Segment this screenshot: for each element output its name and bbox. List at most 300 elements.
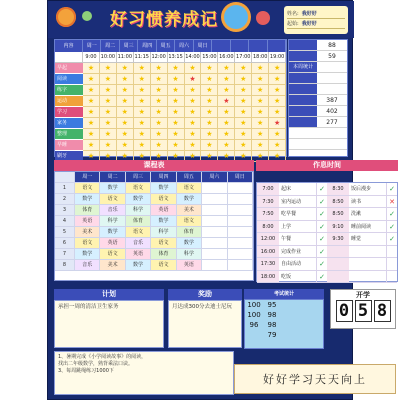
counter-digit[interactable]: 8 <box>374 300 391 322</box>
reward-box <box>168 300 242 348</box>
star-sticker-icon[interactable]: ★ <box>100 118 117 129</box>
habit-row <box>55 118 286 129</box>
check-mark-icon[interactable]: ✓ <box>319 247 325 256</box>
star-sticker-icon[interactable]: ★ <box>201 140 218 151</box>
stat-label <box>289 117 317 127</box>
score-value[interactable]: 100 <box>247 301 261 309</box>
planet-icon <box>224 5 248 29</box>
habit-label: 早睡 <box>55 140 83 151</box>
star-sticker-icon[interactable]: ★ <box>134 151 151 162</box>
time-cell: 19:00 <box>269 52 286 63</box>
course-cell[interactable]: 美术 <box>177 205 202 215</box>
score-value[interactable] <box>245 330 263 340</box>
star-sticker-icon[interactable]: ★ <box>83 96 100 107</box>
course-cell[interactable]: 语文 <box>151 194 176 204</box>
check-mark-icon[interactable]: ✓ <box>319 222 325 231</box>
stat-value <box>317 73 347 83</box>
star-sticker-icon[interactable]: ★ <box>151 140 168 151</box>
course-cell[interactable]: 美术 <box>100 260 125 270</box>
time-cell: 16:00 <box>218 52 235 63</box>
course-cell[interactable] <box>228 249 253 259</box>
course-cell[interactable] <box>202 249 227 259</box>
star-sticker-icon[interactable]: ★ <box>252 63 269 74</box>
star-sticker-icon[interactable]: ★ <box>168 96 185 107</box>
check-mark-icon[interactable]: ✓ <box>319 185 325 193</box>
name-box: 姓名: 我好好 起始: 我好好 <box>284 6 348 34</box>
star-sticker-icon[interactable]: ★ <box>218 129 235 140</box>
check-mark-icon[interactable]: ✓ <box>319 260 325 268</box>
schedule-row <box>257 233 397 246</box>
star-sticker-icon[interactable]: ★ <box>252 96 269 107</box>
star-sticker-icon[interactable]: ★ <box>252 118 269 129</box>
star-sticker-icon[interactable]: ★ <box>235 140 252 151</box>
course-cell[interactable]: 科学 <box>151 227 176 237</box>
star-sticker-icon[interactable]: ★ <box>235 74 252 85</box>
course-cell[interactable] <box>228 260 253 270</box>
star-sticker-icon[interactable]: ★ <box>185 85 202 96</box>
schedule-time: 17:30 <box>257 258 279 270</box>
grid-head-cell: 周五 <box>157 40 175 52</box>
stat-row <box>289 95 347 106</box>
star-sticker-icon[interactable]: ★ <box>269 151 286 162</box>
star-sticker-icon[interactable]: ★ <box>134 96 151 107</box>
plan-box <box>54 300 164 348</box>
slogan: 好好学习天天向上 <box>234 364 396 394</box>
star-sticker-icon[interactable]: ★ <box>151 74 168 85</box>
check-mark-icon[interactable]: ✓ <box>389 185 395 193</box>
course-cell[interactable]: 语文 <box>100 249 125 259</box>
star-sticker-icon[interactable]: ★ <box>168 140 185 151</box>
star-sticker-icon[interactable]: ★ <box>151 96 168 107</box>
star-sticker-icon[interactable]: ★ <box>100 129 117 140</box>
grid-head-cell <box>231 40 249 52</box>
course-cell[interactable]: 语文 <box>151 238 176 248</box>
stat-row <box>289 84 347 95</box>
course-cell[interactable]: 音乐 <box>126 238 151 248</box>
course-table <box>54 171 254 281</box>
course-cell[interactable]: 8 <box>55 260 75 270</box>
schedule-time: 7:30 <box>257 196 279 208</box>
course-cell[interactable]: 体育 <box>75 205 100 215</box>
course-cell[interactable]: 7 <box>55 249 75 259</box>
star-sticker-icon[interactable]: ★ <box>252 107 269 118</box>
star-sticker-icon[interactable]: ★ <box>134 85 151 96</box>
star-sticker-icon[interactable]: ★ <box>252 151 269 162</box>
schedule-row <box>257 196 397 209</box>
star-sticker-icon[interactable]: ★ <box>185 96 202 107</box>
course-cell[interactable]: 语文 <box>177 216 202 226</box>
course-row <box>55 227 253 238</box>
check-mark-icon[interactable]: ✓ <box>389 222 395 231</box>
star-sticker-icon[interactable]: ★ <box>151 118 168 129</box>
habit-board <box>47 0 395 400</box>
star-sticker-icon[interactable]: ★ <box>201 74 218 85</box>
course-cell[interactable] <box>202 205 227 215</box>
star-sticker-icon[interactable]: ★ <box>185 63 202 74</box>
star-sticker-icon[interactable]: ★ <box>168 107 185 118</box>
star-sticker-icon[interactable]: ★ <box>252 74 269 85</box>
star-sticker-icon[interactable]: ★ <box>100 63 117 74</box>
check-mark-icon[interactable]: ✓ <box>389 210 395 218</box>
check-mark-icon[interactable] <box>387 258 397 270</box>
plan-title: 计划 <box>54 289 164 300</box>
planet-icon <box>56 7 76 27</box>
star-sticker-icon[interactable]: ★ <box>100 96 117 107</box>
habit-row <box>55 63 286 74</box>
star-sticker-icon[interactable]: ★ <box>201 96 218 107</box>
check-mark-icon[interactable] <box>387 271 397 283</box>
course-cell[interactable]: 美术 <box>75 227 100 237</box>
schedule-activity: 完成作业 <box>279 246 317 258</box>
score-value[interactable]: 98 <box>267 311 277 319</box>
course-cell[interactable] <box>228 205 253 215</box>
star-sticker-icon[interactable]: ★ <box>252 140 269 151</box>
star-sticker-icon[interactable]: ★ <box>218 151 235 162</box>
star-sticker-icon[interactable]: ★ <box>168 85 185 96</box>
course-row <box>55 260 253 271</box>
course-cell[interactable]: 音乐 <box>100 205 125 215</box>
star-sticker-icon[interactable]: ★ <box>252 129 269 140</box>
time-cell: 14:00 <box>185 52 202 63</box>
grid-head-cell <box>249 40 267 52</box>
course-cell[interactable]: 英语 <box>75 216 100 226</box>
stat-value <box>317 84 347 94</box>
star-sticker-icon[interactable]: ★ <box>117 118 134 129</box>
star-sticker-icon[interactable]: ★ <box>83 63 100 74</box>
counter-digits <box>331 300 395 322</box>
score-value[interactable]: 79 <box>267 331 277 339</box>
star-sticker-icon[interactable]: ★ <box>218 63 235 74</box>
star-sticker-icon[interactable]: ★ <box>269 107 286 118</box>
stat-label <box>289 106 317 116</box>
star-sticker-icon[interactable]: ★ <box>218 96 235 107</box>
star-sticker-icon[interactable]: ★ <box>235 63 252 74</box>
star-sticker-icon[interactable]: ★ <box>83 129 100 140</box>
time-cell: 10:00 <box>100 52 117 63</box>
habit-label: 整理 <box>55 129 83 140</box>
course-cell[interactable] <box>228 183 253 193</box>
star-sticker-icon[interactable]: ★ <box>100 85 117 96</box>
course-row <box>55 194 253 205</box>
star-sticker-icon[interactable]: ★ <box>235 96 252 107</box>
star-sticker-icon[interactable]: ★ <box>201 118 218 129</box>
stat-label: 本周统计 <box>289 62 317 72</box>
schedule-row <box>257 208 397 221</box>
schedule-activity: 室内运动 <box>279 196 317 208</box>
check-mark-icon[interactable]: ✓ <box>319 272 325 281</box>
star-sticker-icon[interactable]: ★ <box>185 129 202 140</box>
star-sticker-icon[interactable]: ★ <box>269 140 286 151</box>
course-head-cell: 周六 <box>202 172 227 182</box>
habit-label: 阅读 <box>55 74 83 85</box>
star-sticker-icon[interactable]: ★ <box>218 118 235 129</box>
schedule-activity: 读书 <box>349 196 387 208</box>
star-sticker-icon[interactable]: ★ <box>117 107 134 118</box>
star-sticker-icon[interactable]: ★ <box>117 85 134 96</box>
stat-row <box>289 117 347 128</box>
notes-box <box>54 351 234 395</box>
habit-row <box>55 107 286 118</box>
star-sticker-icon[interactable]: ★ <box>218 74 235 85</box>
score-table <box>244 299 324 349</box>
star-sticker-icon[interactable]: ★ <box>201 85 218 96</box>
schedule-activity: 午餐 <box>279 233 317 245</box>
course-cell[interactable]: 2 <box>55 194 75 204</box>
star-sticker-icon[interactable]: ★ <box>134 140 151 151</box>
star-sticker-icon[interactable]: ★ <box>100 140 117 151</box>
star-sticker-icon[interactable]: ★ <box>269 96 286 107</box>
star-sticker-icon[interactable]: ★ <box>151 151 168 162</box>
star-sticker-icon[interactable]: ★ <box>151 129 168 140</box>
star-sticker-icon[interactable]: ★ <box>185 118 202 129</box>
star-sticker-icon[interactable]: ★ <box>151 63 168 74</box>
course-cell[interactable]: 英语 <box>126 249 151 259</box>
header <box>48 1 354 38</box>
course-cell[interactable]: 语文 <box>126 227 151 237</box>
stat-row <box>289 51 347 62</box>
course-cell[interactable] <box>228 216 253 226</box>
star-sticker-icon[interactable]: ★ <box>269 85 286 96</box>
star-sticker-icon[interactable]: ★ <box>269 74 286 85</box>
counter-digit[interactable]: 0 <box>336 300 353 322</box>
star-sticker-icon[interactable]: ★ <box>100 74 117 85</box>
course-cell[interactable]: 英语 <box>151 205 176 215</box>
course-cell[interactable] <box>202 227 227 237</box>
star-sticker-icon[interactable]: ★ <box>235 85 252 96</box>
check-mark-icon[interactable]: ✓ <box>319 210 325 218</box>
course-cell[interactable]: 数学 <box>151 216 176 226</box>
time-cell: 12:00 <box>151 52 168 63</box>
course-cell[interactable] <box>228 238 253 248</box>
course-cell[interactable] <box>202 238 227 248</box>
star-sticker-icon[interactable]: ★ <box>269 118 286 129</box>
course-cell[interactable]: 科学 <box>177 249 202 259</box>
star-sticker-icon[interactable]: ★ <box>134 107 151 118</box>
date-value: 我好好 <box>301 21 317 27</box>
note-line: 找出二年级数学，熟背乘法口诀。 <box>58 361 134 367</box>
course-cell[interactable] <box>228 227 253 237</box>
stat-value: 277 <box>326 119 338 126</box>
course-cell[interactable]: 体育 <box>151 249 176 259</box>
stat-value: 59 <box>328 53 336 60</box>
schedule-row <box>257 258 397 271</box>
course-cell[interactable]: 语文 <box>75 238 100 248</box>
star-sticker-icon[interactable]: ★ <box>168 129 185 140</box>
course-cell[interactable]: 语文 <box>126 183 151 193</box>
habit-grid <box>54 39 287 160</box>
course-cell[interactable]: 数学 <box>100 227 125 237</box>
rocket-icon <box>256 11 270 25</box>
stat-value: 387 <box>326 97 338 104</box>
course-cell[interactable]: 数学 <box>177 194 202 204</box>
star-sticker-icon[interactable]: ★ <box>185 107 202 118</box>
star-sticker-icon[interactable]: ★ <box>235 107 252 118</box>
habit-label: 早起 <box>55 63 83 74</box>
course-cell[interactable]: 语文 <box>177 183 202 193</box>
star-sticker-icon[interactable]: ★ <box>100 151 117 162</box>
star-sticker-icon[interactable]: ★ <box>201 107 218 118</box>
schedule-activity: 饭后漫步 <box>349 183 387 195</box>
plan-text: 承担一周的清洁卫生家务 <box>58 304 119 310</box>
star-sticker-icon[interactable]: ★ <box>168 118 185 129</box>
schedule-time: 9:30 <box>327 233 349 245</box>
note-line: 3、每周跳绳练习1000下 <box>58 368 114 374</box>
course-cell[interactable]: 数学 <box>177 238 202 248</box>
course-cell[interactable]: 语文 <box>75 183 100 193</box>
schedule-row <box>257 246 397 259</box>
habit-row <box>55 96 286 107</box>
star-sticker-icon[interactable]: ★ <box>168 151 185 162</box>
score-value[interactable]: 95 <box>267 301 277 309</box>
course-cell[interactable]: 体育 <box>126 216 151 226</box>
schedule-time: 8:50 <box>327 208 349 220</box>
schedule-activity: 自由活动 <box>279 258 317 270</box>
score-value[interactable]: 98 <box>267 321 277 329</box>
star-sticker-icon[interactable]: ★ <box>100 107 117 118</box>
grid-head-cell: 周六 <box>175 40 193 52</box>
check-mark-icon[interactable] <box>387 246 397 258</box>
star-sticker-icon[interactable]: ★ <box>134 63 151 74</box>
score-row <box>245 310 323 320</box>
stat-row <box>289 106 347 117</box>
time-cell <box>55 52 83 63</box>
grid-head-cell: 内容 <box>55 40 83 52</box>
star-sticker-icon[interactable]: ★ <box>235 118 252 129</box>
course-cell[interactable] <box>202 183 227 193</box>
star-sticker-icon[interactable]: ★ <box>185 151 202 162</box>
star-sticker-icon[interactable]: ★ <box>117 140 134 151</box>
star-sticker-icon[interactable]: ★ <box>252 85 269 96</box>
course-head-cell: 周五 <box>177 172 202 182</box>
star-sticker-icon[interactable]: ★ <box>168 63 185 74</box>
star-sticker-icon[interactable]: ★ <box>83 140 100 151</box>
course-cell[interactable]: 数学 <box>126 260 151 270</box>
course-cell[interactable] <box>202 260 227 270</box>
course-cell[interactable]: 语文 <box>151 260 176 270</box>
star-sticker-icon[interactable]: ★ <box>117 74 134 85</box>
course-cell[interactable]: 体育 <box>177 227 202 237</box>
course-cell[interactable]: 音乐 <box>75 260 100 270</box>
schedule-table <box>256 182 398 282</box>
star-sticker-icon[interactable]: ★ <box>134 74 151 85</box>
course-cell[interactable]: 语文 <box>100 194 125 204</box>
course-head-cell: 周二 <box>100 172 125 182</box>
star-sticker-icon[interactable]: ★ <box>201 151 218 162</box>
star-sticker-icon[interactable]: ★ <box>134 129 151 140</box>
schedule-activity: 洗漱 <box>349 208 387 220</box>
check-mark-icon[interactable]: ✕ <box>389 197 395 206</box>
schedule-time: 8:50 <box>327 196 349 208</box>
course-cell[interactable]: 数学 <box>126 194 151 204</box>
course-cell[interactable] <box>228 194 253 204</box>
score-value[interactable]: 100 <box>247 311 261 319</box>
course-cell[interactable]: 4 <box>55 216 75 226</box>
course-cell[interactable]: 英语 <box>100 238 125 248</box>
star-sticker-icon[interactable]: ★ <box>83 107 100 118</box>
star-sticker-icon[interactable]: ★ <box>83 85 100 96</box>
star-sticker-icon[interactable]: ★ <box>151 107 168 118</box>
course-row <box>55 249 253 260</box>
time-cell: 11:00 <box>117 52 134 63</box>
star-sticker-icon[interactable]: ★ <box>201 129 218 140</box>
schedule-time <box>327 271 349 283</box>
habit-row <box>55 85 286 96</box>
schedule-time: 7:00 <box>257 183 279 195</box>
star-sticker-icon[interactable]: ★ <box>185 74 202 85</box>
course-cell[interactable]: 科学 <box>126 205 151 215</box>
course-header-row <box>55 172 253 183</box>
course-cell[interactable]: 6 <box>55 238 75 248</box>
star-sticker-icon[interactable]: ★ <box>269 129 286 140</box>
course-cell[interactable]: 5 <box>55 227 75 237</box>
star-sticker-icon[interactable]: ★ <box>117 151 134 162</box>
course-cell[interactable]: 3 <box>55 205 75 215</box>
star-sticker-icon[interactable]: ★ <box>151 85 168 96</box>
time-cell: 18:00 <box>252 52 269 63</box>
star-sticker-icon[interactable]: ★ <box>117 129 134 140</box>
stat-value: 402 <box>326 108 338 115</box>
schedule-title: 作息时间 <box>256 160 398 171</box>
course-cell[interactable]: 1 <box>55 183 75 193</box>
course-cell[interactable]: 数学 <box>75 194 100 204</box>
star-sticker-icon[interactable]: ★ <box>117 96 134 107</box>
star-sticker-icon[interactable]: ★ <box>218 107 235 118</box>
grid-head-cell: 周日 <box>194 40 212 52</box>
schedule-activity <box>349 258 387 270</box>
star-sticker-icon[interactable]: ★ <box>201 63 218 74</box>
star-sticker-icon[interactable]: ★ <box>218 140 235 151</box>
course-head-cell: 周四 <box>151 172 176 182</box>
course-cell[interactable] <box>202 194 227 204</box>
star-sticker-icon[interactable]: ★ <box>235 151 252 162</box>
course-cell[interactable] <box>202 216 227 226</box>
star-sticker-icon[interactable]: ★ <box>83 74 100 85</box>
course-cell[interactable]: 数学 <box>100 183 125 193</box>
star-sticker-icon[interactable]: ★ <box>269 63 286 74</box>
star-sticker-icon[interactable]: ★ <box>185 140 202 151</box>
star-sticker-icon[interactable]: ★ <box>168 74 185 85</box>
star-sticker-icon[interactable]: ★ <box>134 118 151 129</box>
star-sticker-icon[interactable]: ★ <box>117 63 134 74</box>
schedule-activity: 睡觉 <box>349 233 387 245</box>
check-mark-icon[interactable]: ✓ <box>389 235 395 243</box>
schedule-time <box>327 258 349 270</box>
schedule-time: 18:00 <box>257 271 279 283</box>
course-cell[interactable]: 数学 <box>151 183 176 193</box>
schedule-time: 7:50 <box>257 208 279 220</box>
star-sticker-icon[interactable]: ★ <box>218 85 235 96</box>
star-sticker-icon[interactable]: ★ <box>83 151 100 162</box>
schedule-time: 8:00 <box>257 221 279 233</box>
star-sticker-icon[interactable]: ★ <box>83 118 100 129</box>
schedule-row <box>257 221 397 234</box>
time-cell: 17:00 <box>235 52 252 63</box>
check-mark-icon[interactable]: ✓ <box>319 197 325 206</box>
counter-digit[interactable]: 5 <box>355 300 372 322</box>
star-sticker-icon[interactable]: ★ <box>235 129 252 140</box>
planet-icon <box>82 11 92 21</box>
score-value[interactable]: 96 <box>249 321 259 329</box>
course-cell[interactable]: 科学 <box>100 216 125 226</box>
grid-head-cell <box>212 40 230 52</box>
course-row <box>55 216 253 227</box>
course-cell[interactable]: 英语 <box>177 260 202 270</box>
check-mark-icon[interactable]: ✓ <box>319 235 325 243</box>
schedule-activity <box>349 246 387 258</box>
course-cell[interactable]: 数学 <box>75 249 100 259</box>
habit-row <box>55 129 286 140</box>
course-head-cell: 周日 <box>228 172 253 182</box>
